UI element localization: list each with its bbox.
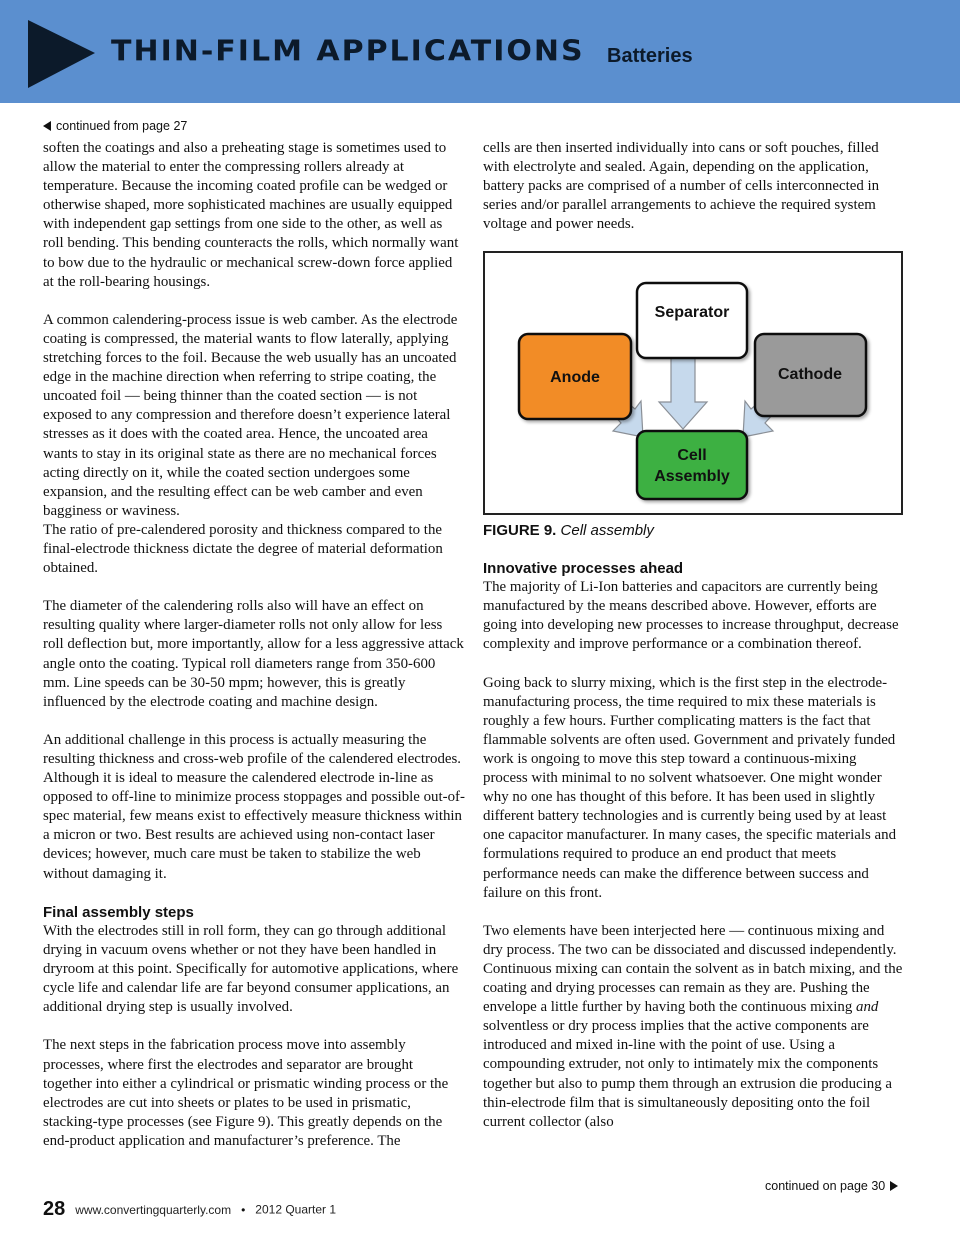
separator-arrow [659,357,707,429]
assembly-label: Assembly [654,468,730,485]
right-arrow-icon [890,1181,898,1191]
page-number: 28 [43,1198,66,1220]
anode-label: Anode [550,369,600,386]
left-paragraph-6: With the electrodes still in roll form, they can go through additional drying in vacuum ovens whether or not they have been handled in dryroom at this point. Specifically for automotive applications, where cycle life and calendar life are far beyond consumer applications, an additional drying step is usually involved. [43,922,459,1016]
final-assembly-heading: Final assembly steps [43,903,194,921]
right-paragraph-2: The majority of Li-Ion batteries and capacitors are currently being manufactured by the means described above. However, efforts are going into developing new processes to increase throughput, decrease complexity and improve performance or a combination thereof. [483,579,899,653]
page-footer [43,1198,336,1222]
figure-caption [483,521,654,540]
section-title: THIN-FILM APPLICATIONS [111,35,585,69]
left-arrow-icon [43,121,51,131]
right-column-lower [483,559,903,1132]
right-paragraph-4 [483,922,903,1132]
cell-assembly-diagram [485,253,901,513]
innovative-processes-heading: Innovative processes ahead [483,560,684,577]
cell-label: Cell [677,447,707,464]
right-column-top [483,139,903,234]
right-paragraph-4-part-b: solventless or dry process implies that the active components are introduced and mixed in-line with the point of use. Using a compounding extruder, not only to intimately mix the components together but also to pump them through an extrusion die producing a thin-electrode film that is simultaneously depositing onto the foil current collector (also [483,1018,892,1130]
left-paragraph-2: A common calendering-process issue is web camber. As the electrode coating is compressed, the material wants to flow laterally, applying stretching forces to the foil. Because the web usually has an uncoated edge in the machine direction when referring to stripe coating, the uncoated foil — being thinner than the coated section — is not exposed to any compression and therefore doesn’t experience lateral stresses as it does with the coated area. Hence, the uncoated area wants to stay in its original state as there are no mechanical forces acting directly on it, while the coated section undergoes some expansion, and the resulting effect can be web camber and even bagginess or waviness. [43,311,458,519]
figure-9-diagram [483,251,903,515]
separator-label: Separator [654,304,730,321]
continued-from-link[interactable] [43,118,187,134]
left-paragraph-3: The ratio of pre-calendered porosity and thickness compared to the final-electrode thickness dictate the degree of material deformation obtained. [43,521,443,577]
left-paragraph-4: The diameter of the calendering rolls also will have an effect on resulting quality where larger-diameter rolls not only allow for less roll deflection but, more importantly, allow for a less aggressive attack angle onto the coating. Typical roll diameters range from 350-600 mm. Line speeds can be 30-50 mpm; however, this is greatly influenced by the electrode coating and machine design. [43,598,464,710]
right-paragraph-1: cells are then inserted individually into cans or soft pouches, filled with electrolyte and sealed. Again, depending on the application, battery packs are comprised of a number of cells interconnected in series and/or parallel arrangements to achieve the required system voltage and power needs. [483,140,880,233]
left-paragraph-1: soften the coatings and also a preheating stage is sometimes used to allow the material to enter the compressing rollers already at temperature. Because the incoming coated profile can be wedged or otherwise shaped, more sophisticated machines are usually equipped with independent gap settings from one side to the other, as well as roll bending. This bending counteracts the rolls, which normally want to bow due to the hydraulic or mechanical screw-down force applied at the roll-bearing housings. [43,140,459,290]
footer-website-link[interactable]: www.convertingquarterly.com [75,1202,232,1217]
cell-assembly-box [637,431,747,499]
figure-caption-text: Cell assembly [560,522,654,539]
right-paragraph-3: Going back to slurry mixing, which is the first step in the electrode-manufacturing process, the time required to mix these materials is roughly a few hours. Further complicating matters is the fact that flammable solvents are often used. Government and privately funded work is ongoing to move this step toward a continuous-mixing process with minimal to no solvent whatsoever. One might wonder why no one has thought of this before. It has been used in slightly different battery technologies and is currently being used by at least one capacitor manufacturer. In many cases, the specific materials and formulations required to produce an end product that meets performance needs can make the difference between success and failure on this front. [483,674,897,901]
continued-to-link[interactable] [765,1178,898,1194]
footer-separator: • [241,1202,246,1217]
right-paragraph-4-part-a: Two elements have been interjected here — continuous mixing and dry process. The two can be dissociated and discussed independently. Continuous mixing can contain the solvent as in batch mixing, and the coating and drying processes can remain as they are. Pushing the envelope a little further by having both the continuous mixing [483,922,903,1016]
left-paragraph-5: An additional challenge in this process is actually measuring the resulting thickness and cross-web profile of the calendered electrodes. Although it is ideal to measure the calendered electrode in-line as opposed to off-line to minimize process stoppages and possible out-of-spec material, few means exist to effectively measure thickness within a micron or two. Best results are achieved using non-contact laser devices; however, much care must be taken to stabilize the web without damaging it. [43,731,465,882]
section-subtitle: Batteries [607,45,693,67]
header-band [0,0,960,103]
continued-from-text: continued from page 27 [56,119,188,133]
figure-label: FIGURE 9. [483,522,557,539]
left-paragraph-7: The next steps in the fabrication process move into assembly processes, where first the electrodes and separator are brought together into either a cylindrical or prismatic winding process or the electrodes are cut into sheets or plates to be used in prismatic, stacking-type processes (see Figure 9). This greatly depends on the end-product application and manufacturer’s preference. The [43,1037,449,1149]
header-arrow-icon [0,0,100,103]
footer-issue: 2012 Quarter 1 [255,1202,337,1217]
left-column [43,139,465,1151]
cathode-label: Cathode [778,366,842,383]
continued-to-text: continued on page 30 [765,1179,886,1193]
emphasis-and: and [856,999,879,1016]
header-arrow-shape [28,20,95,88]
